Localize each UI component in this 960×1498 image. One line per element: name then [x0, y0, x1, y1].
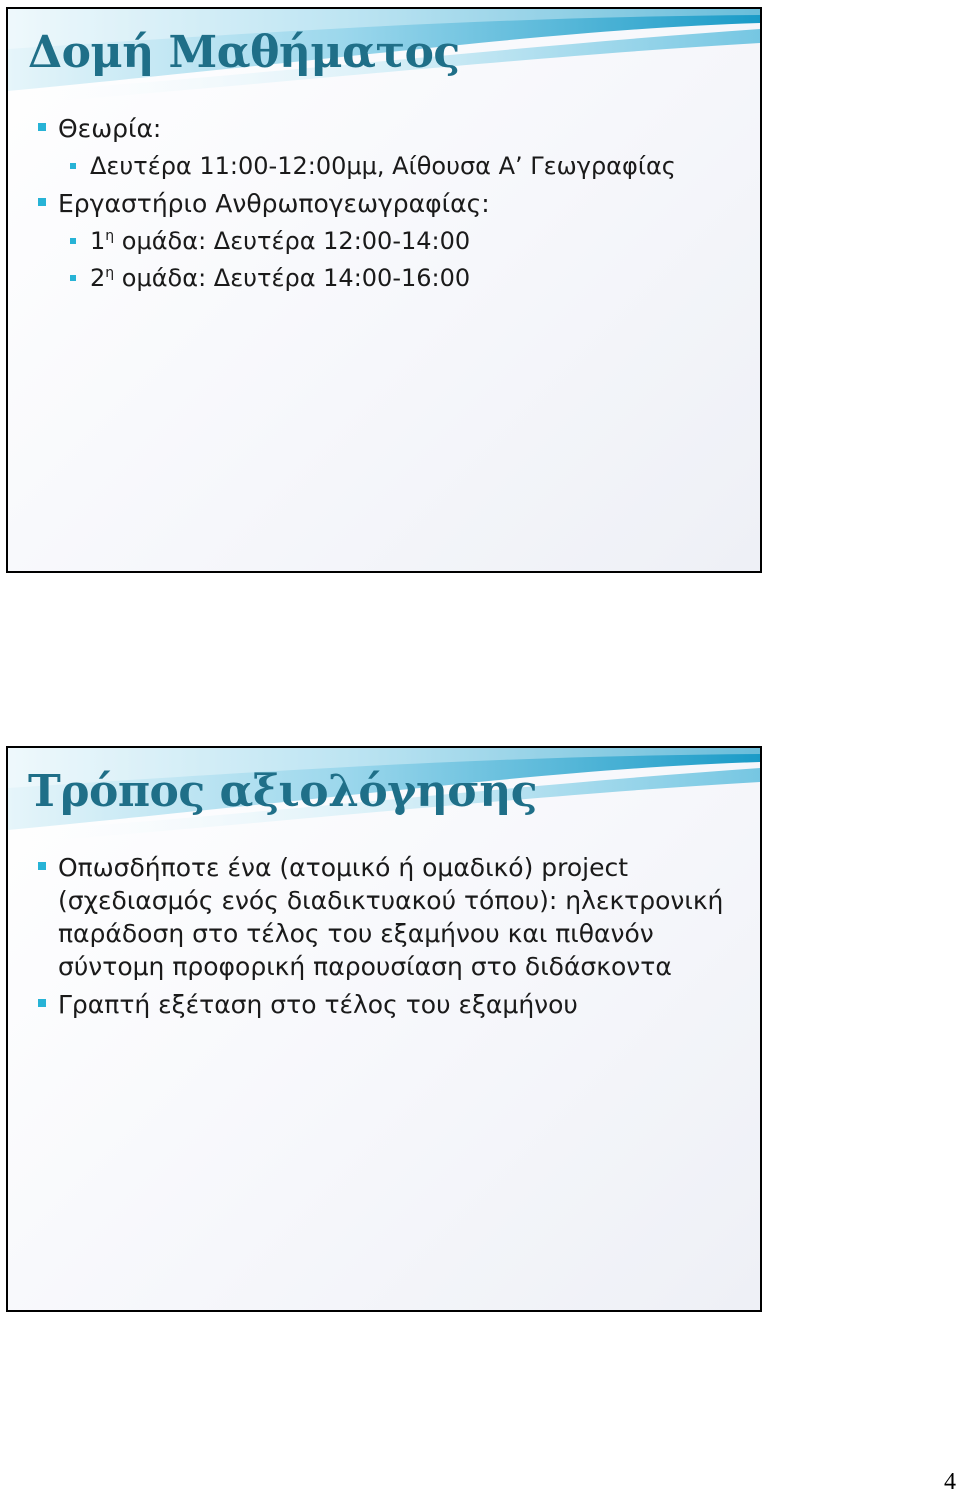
bullet-item: [8, 988, 748, 1021]
bullet-square-icon: [38, 999, 46, 1007]
sub-bullet-item: [8, 262, 748, 295]
sub-bullet-square-icon: [70, 275, 76, 281]
sub-bullet-text: ομάδα: Δευτέρα 12:00-14:00: [114, 227, 471, 255]
bullet-square-icon: [38, 123, 46, 131]
sub-bullet-item: [8, 225, 748, 258]
bullet-square-icon: [38, 198, 46, 206]
bullet-text: Εργαστήριο Ανθρωπογεωγραφίας:: [58, 189, 490, 218]
bullet-square-icon: [38, 862, 46, 870]
bullet-text: Θεωρία:: [58, 114, 162, 143]
ordinal-suffix: η: [105, 228, 115, 244]
bullet-list: [8, 112, 748, 299]
bullet-item: [8, 112, 748, 145]
group-number: 2: [90, 264, 106, 292]
ordinal-suffix: η: [105, 265, 115, 281]
sub-bullet-text: ομάδα: Δευτέρα 14:00-16:00: [114, 264, 471, 292]
sub-bullet-square-icon: [70, 238, 76, 244]
bullet-item: [8, 187, 748, 220]
bullet-item: [8, 851, 748, 983]
bullet-text: Γραπτή εξέταση στο τέλος του εξαμήνου: [58, 990, 578, 1019]
bullet-list: [8, 851, 748, 1026]
sub-bullet-text: Δευτέρα 11:00-12:00μμ, Αίθουσα Α’ Γεωγραφίας: [90, 152, 676, 180]
slide-2: [6, 746, 762, 1312]
sub-bullet-item: [8, 150, 748, 183]
group-number: 1: [90, 227, 106, 255]
sub-bullet-square-icon: [70, 163, 76, 169]
slide-title: Δομή Μαθήματος: [28, 27, 460, 78]
slide-1: [6, 7, 762, 573]
bullet-text: Οπωσδήποτε ένα (ατομικό ή ομαδικό) project (σχεδιασμός ενός διαδικτυακού τόπου): ηλεκτρονική παράδοση στο τέλος του εξαμήνου και πιθανόν σύντομη προφορική παρουσίαση στο διδάσκοντα: [58, 853, 724, 981]
slide-title: Τρόπος αξιολόγησης: [28, 766, 538, 817]
page-number: 4: [944, 1469, 956, 1495]
